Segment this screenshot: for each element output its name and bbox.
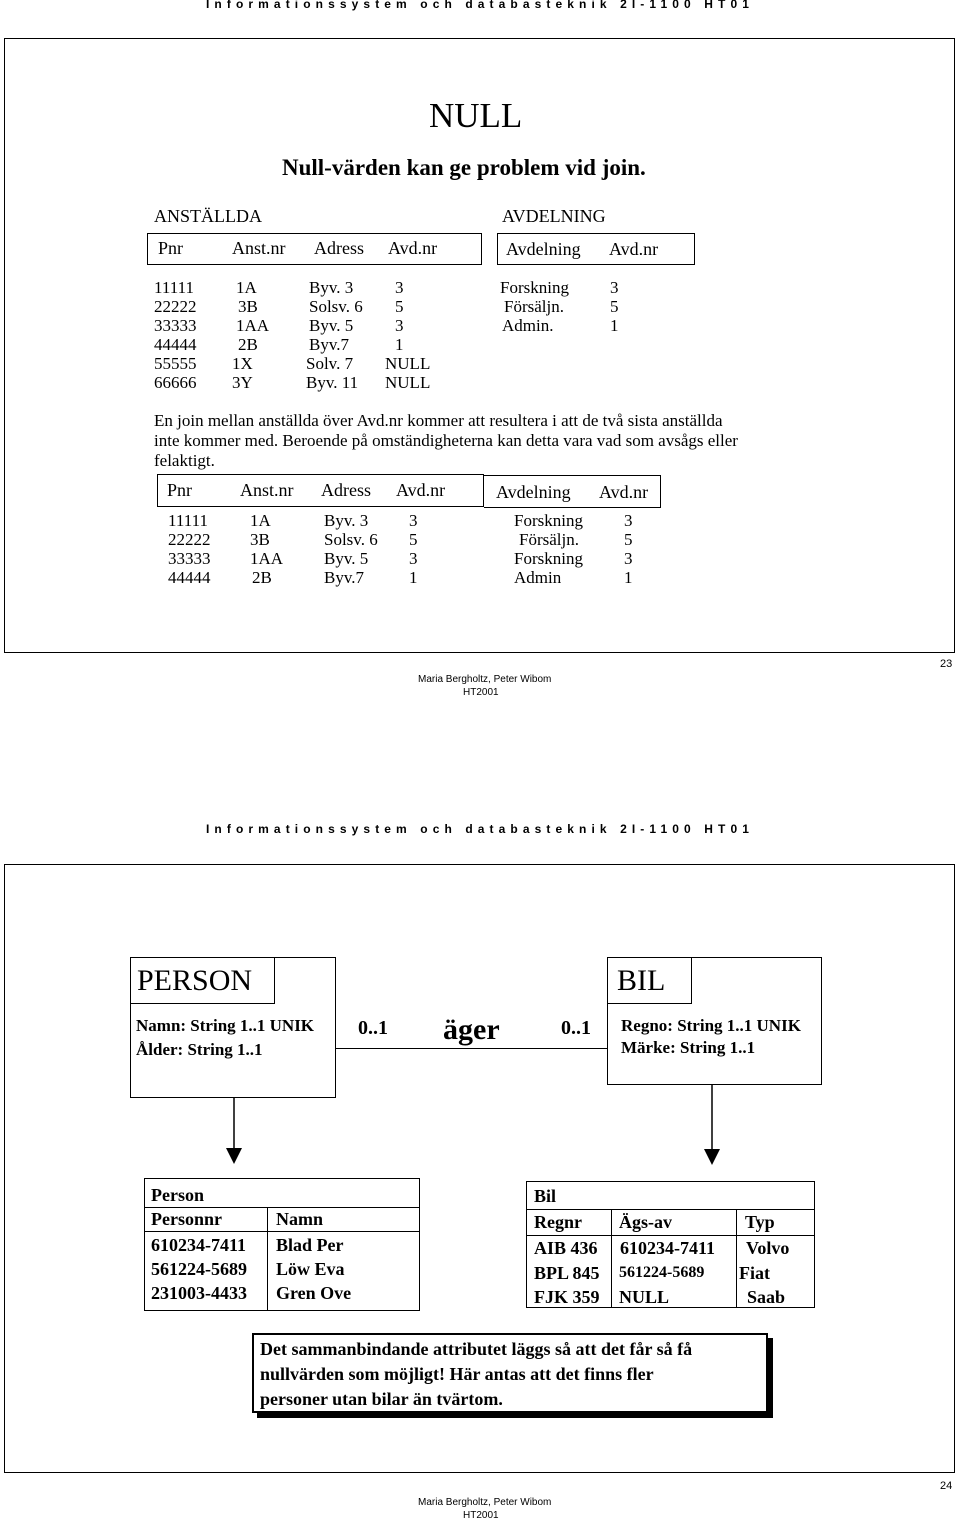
person-table [144,1178,420,1311]
cell: 11111 [168,511,208,530]
person-entity-name: PERSON [137,964,253,997]
cell: 5 [624,530,633,549]
divider [611,1209,612,1307]
cell: 561224-5689 [619,1264,705,1281]
cell: 33333 [168,549,211,568]
paragraph-line-3: felaktigt. [154,451,215,470]
footer-term: HT2001 [463,687,499,698]
cell: Solsv. 6 [309,297,363,316]
bil-entity-name: BIL [617,964,666,997]
cell: AIB 436 [534,1238,598,1258]
col-anstnr: Anst.nr [240,480,294,500]
cell: Volvo [746,1238,790,1258]
cell: Byv. 5 [324,549,369,568]
divider [267,1207,268,1310]
cell: Försäljn. [504,297,564,316]
page-number: 23 [940,658,953,670]
col-namn: Namn [276,1209,324,1229]
cell: 1 [409,568,418,587]
relation-line [336,1048,607,1049]
cell: 3 [409,549,418,568]
cell: Byv.7 [324,568,364,587]
cell: 3 [409,511,418,530]
cell: Admin [514,568,562,587]
page-number: 24 [940,1480,953,1492]
cell: Byv. 3 [309,278,354,297]
cardinality-right: 0..1 [561,1017,591,1039]
col-adress: Adress [314,238,364,258]
avdelning-label: AVDELNING [502,206,606,226]
person-attr-namn: Namn: String 1..1 UNIK [136,1016,315,1035]
cell: 1A [250,511,271,530]
divider [145,1231,419,1232]
cell: 3B [250,530,270,549]
cell: NULL [385,354,431,373]
cell: Admin. [502,316,554,335]
bil-table [526,1181,815,1308]
note-line-2: nullvärden som möjligt! Här antas att det finns fler [260,1364,654,1384]
cell: 610234-7411 [151,1235,247,1255]
cell: 1AA [250,549,284,568]
cell: BPL 845 [534,1263,600,1283]
cell: NULL [385,373,431,392]
cell: Byv. 5 [309,316,354,335]
cell: 3 [395,316,404,335]
divider [736,1209,737,1307]
col-avdnr: Avd.nr [609,239,659,259]
person-entity [130,957,336,1098]
divider [145,1207,419,1208]
cell: 3B [238,297,258,316]
footer-term: HT2001 [463,1510,499,1521]
divider [527,1209,814,1210]
cell: 44444 [168,568,211,587]
col-anstnr: Anst.nr [232,238,286,258]
cell: 3 [624,549,633,568]
bil-entity-name-box [608,958,692,1004]
cardinality-left: 0..1 [358,1017,388,1039]
cell: Byv. 11 [306,373,359,392]
col-avdnr: Avd.nr [396,480,446,500]
cell: 1 [395,335,404,354]
person-attr-alder: Ålder: String 1..1 [136,1040,263,1059]
cell: 3 [395,278,404,297]
cell: Löw Eva [276,1259,345,1279]
join-header-right [484,475,661,508]
cell: 22222 [154,297,197,316]
cell: 5 [610,297,619,316]
cell: Försäljn. [519,530,579,549]
col-pnr: Pnr [167,480,193,500]
cell: 11111 [154,278,194,297]
person-table-title: Person [151,1185,204,1205]
bil-attr-regno: Regno: String 1..1 UNIK [621,1016,801,1035]
anstallda-header [147,233,482,265]
cell: Solv. 7 [306,354,354,373]
col-pnr: Pnr [158,238,184,258]
col-avdnr: Avd.nr [599,482,649,502]
page-header: Informationssystem och databasteknik 2I-1100 HT01 [206,0,755,11]
note-line-3: personer utan bilar än tvärtom. [260,1389,503,1409]
cell: 3 [610,278,619,297]
cell: 3 [624,511,633,530]
bil-table-title: Bil [534,1186,557,1206]
avdelning-header [497,233,695,265]
cell: FJK 359 [534,1287,600,1307]
cell: Forskning [500,278,569,297]
cell: 2B [238,335,258,354]
page-header: Informationssystem och databasteknik 2I-1100 HT01 [206,822,755,836]
footer-author: Maria Bergholtz, Peter Wibom [418,1497,552,1508]
cell: 2B [252,568,272,587]
cell: Saab [747,1287,786,1307]
cell: 561224-5689 [151,1259,247,1279]
cell: Forskning [514,549,583,568]
cell: 1X [232,354,253,373]
cell: 1 [624,568,633,587]
footer-author: Maria Bergholtz, Peter Wibom [418,674,552,685]
cell: NULL [619,1287,670,1307]
cell: Blad Per [276,1235,344,1255]
cell: 5 [395,297,404,316]
person-entity-name-box [131,958,275,1004]
cell: Byv. 3 [324,511,369,530]
col-regnr: Regnr [534,1212,582,1232]
bil-attr-marke: Märke: String 1..1 [621,1038,756,1057]
cell: 231003-4433 [151,1283,247,1303]
paragraph-line-1: En join mellan anställda över Avd.nr kommer att resultera i att de två sista anställda [154,411,723,430]
cell: 22222 [168,530,211,549]
col-typ: Typ [745,1212,775,1232]
cell: Forskning [514,511,583,530]
cell: 44444 [154,335,197,354]
cell: 3Y [232,373,253,392]
note-box [252,1333,768,1413]
paragraph-line-2: inte kommer med. Beroende på omständigheterna kan detta vara vad som avsågs eller [154,431,738,450]
col-avdelning: Avdelning [506,239,581,259]
cell: 66666 [154,373,197,392]
col-avdelning: Avdelning [496,482,571,502]
cell: Gren Ove [276,1283,352,1303]
cell: Solsv. 6 [324,530,378,549]
col-avdnr: Avd.nr [388,238,438,258]
col-adress: Adress [321,480,371,500]
cell: 1A [236,278,257,297]
note-line-1: Det sammanbindande attributet läggs så att det får så få [260,1339,693,1359]
divider [527,1235,814,1236]
col-ags-av: Ägs-av [619,1212,672,1232]
cell: 5 [409,530,418,549]
cell: 610234-7411 [620,1238,716,1258]
anstallda-label: ANSTÄLLDA [154,206,262,226]
arrow-down-icon [702,1085,722,1173]
bil-entity [607,957,822,1085]
cell: Fiat [739,1263,770,1283]
cell: 1 [610,316,619,335]
cell: 55555 [154,354,197,373]
cell: Byv.7 [309,335,349,354]
cell: 33333 [154,316,197,335]
cell: 1AA [236,316,270,335]
arrow-down-icon [224,1098,244,1170]
join-header-left [157,474,484,507]
slide-title: NULL [429,96,523,135]
relationship-name: äger [443,1013,500,1046]
slide-subtitle: Null-värden kan ge problem vid join. [282,155,646,180]
col-personnr: Personnr [151,1209,222,1229]
